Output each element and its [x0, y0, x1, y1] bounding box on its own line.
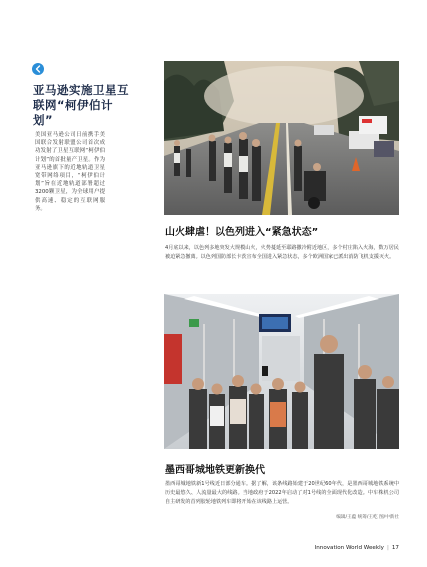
page-number: 17	[391, 545, 399, 551]
page-footer	[315, 545, 399, 551]
story2-body: 墨西哥城地铁新1号线近日部分通车。据了解，该条线路始建于20世纪60年代，是墨西哥城地铁系统中历史最悠久、人流量最大的线路。当地政府于2022年启动了对1号线的全面现代化改造。中车株机公司自主研发的首列胶轮地铁列车即将开始在该线路上运营。	[165, 481, 399, 505]
story1-body: 4月底以来，以色列多地突发大规模山火，火势蔓延至耶路撒冷附近地区，多个村庄陷入火海，数万居民被迫紧急撤离。以色列国防部长卡茨宣布全国进入紧急状态，多个欧洲国家已派出消防飞机支援灭火。	[165, 245, 399, 260]
sidebar-body: 美国亚马逊公司日前携手美国联合发射联盟公司首次成功发射了卫星互联网“柯伊伯计划”的首批量产卫星。作为亚马逊旗下的近地轨道卫星宽带网络项目，“柯伊伯计划”旨在近地轨道部署超过3200颗卫星，为全球用户提供高速、稳定的互联网服务。	[35, 132, 105, 212]
editor-credit: 编辑/王蕴 统筹/王屹 图/中新社	[336, 515, 399, 520]
metro-photo	[164, 294, 399, 449]
back-arrow-icon[interactable]	[32, 63, 44, 75]
story1-headline: 山火肆虐！以色列进入“紧急状态”	[165, 227, 319, 238]
sidebar-title: 亚马逊实施卫星互联网“柯伊伯计划”	[33, 83, 129, 127]
wildfire-photo	[164, 61, 399, 215]
footer-separator: |	[386, 545, 389, 551]
story2-headline: 墨西哥城地铁更新换代	[165, 465, 265, 476]
magazine-name: Innovation World Weekly	[314, 545, 384, 551]
